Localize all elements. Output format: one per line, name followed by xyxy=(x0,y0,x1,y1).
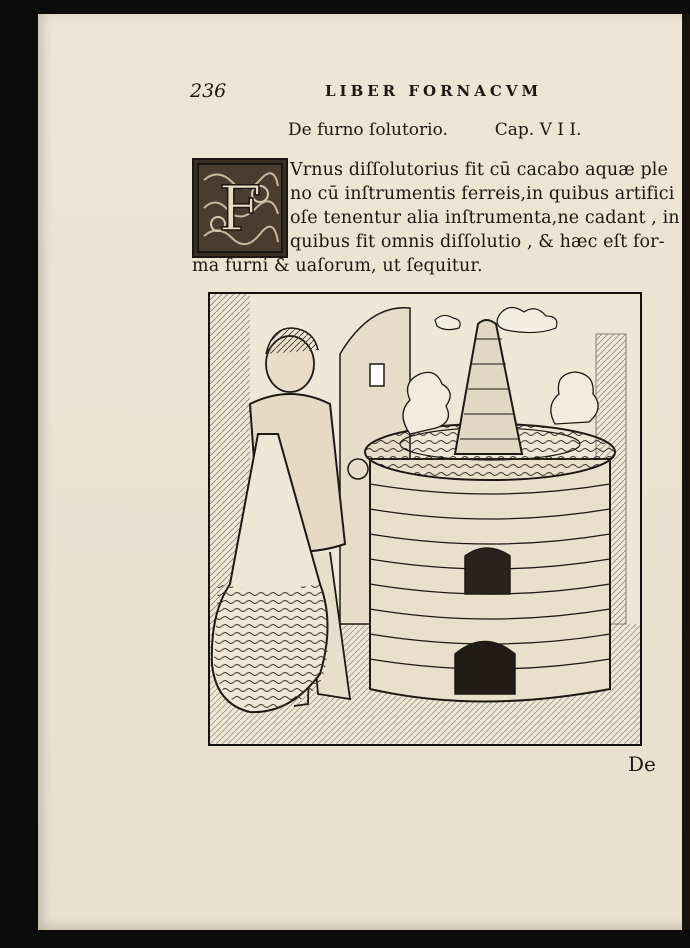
folio-number: 236 xyxy=(190,80,227,102)
catchword: De xyxy=(628,752,656,776)
body-line-4: quibus fit omnis diſſolutio , & hæc eſt for- xyxy=(290,232,665,252)
body-line-3: oſe tenentur alia inſtrumenta,ne cadant , in xyxy=(290,208,680,228)
running-title: LIBER FORNACVM xyxy=(325,82,543,100)
initial-letter: F xyxy=(218,172,262,245)
chapter-number: Cap. V I I. xyxy=(494,120,582,140)
woodcut-illustration xyxy=(208,292,642,746)
body-line-2: no cū inſtrumentis ferreis,in quibus artifici xyxy=(290,184,675,204)
chapter-title: De furno ſolutorio. xyxy=(288,120,448,140)
body-line-5: ma furni & uaſorum, ut ſequitur. xyxy=(192,256,483,276)
initial-ornament xyxy=(194,160,286,256)
furnace-woodcut xyxy=(210,294,640,744)
decorated-initial xyxy=(192,158,288,258)
page-edge xyxy=(682,14,690,930)
chapter-caption xyxy=(288,120,582,140)
body-line-1: Vrnus diſſolutorius fit cū cacabo aquæ ple xyxy=(290,160,668,180)
